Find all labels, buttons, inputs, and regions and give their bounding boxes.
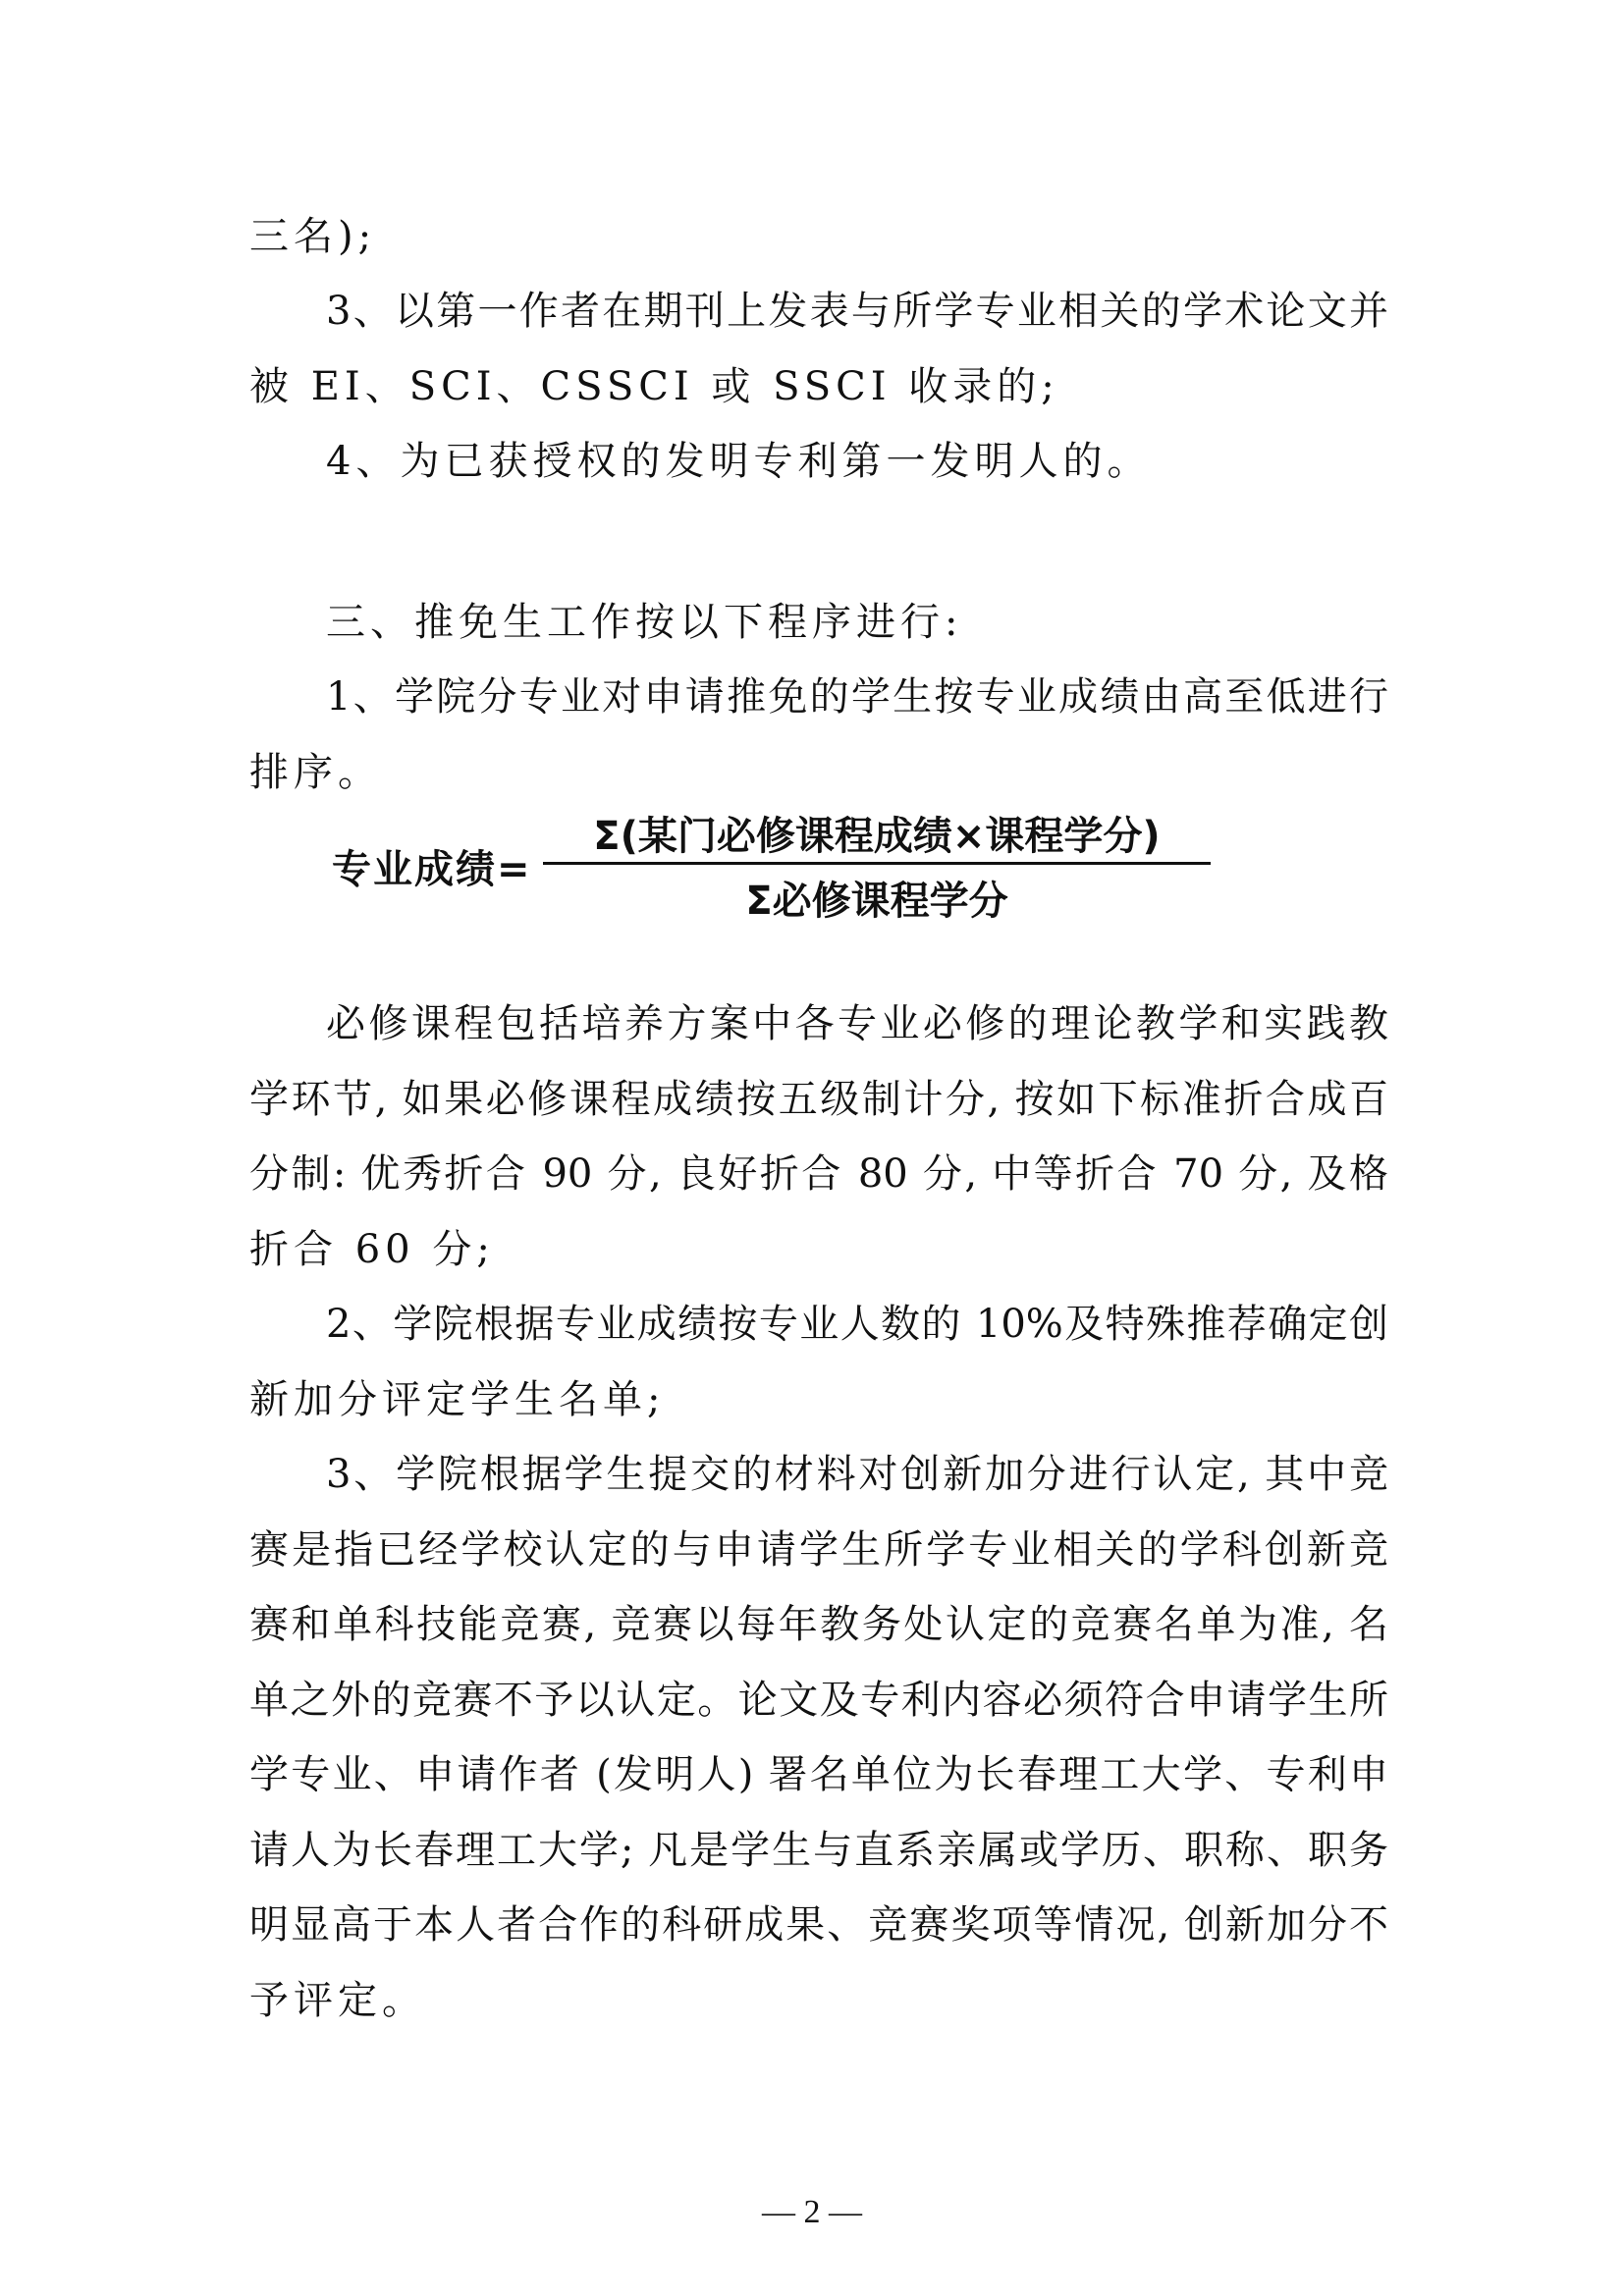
text-line: 赛是指已经学校认定的与申请学生所学专业相关的学科创新竞 <box>249 1527 1388 1573</box>
text-line: 必修课程包括培养方案中各专业必修的理论教学和实践教 <box>326 1001 1388 1046</box>
section-heading: 三、推免生工作按以下程序进行: <box>326 600 963 645</box>
text-line: 明显高于本人者合作的科研成果、竞赛奖项等情况, 创新加分不 <box>249 1902 1388 1948</box>
text-line: 三名); <box>249 214 377 259</box>
text-line: 3、以第一作者在期刊上发表与所学专业相关的学术论文并 <box>326 289 1388 334</box>
text-line: 2、学院根据专业成绩按专业人数的 10%及特殊推荐确定创 <box>326 1302 1388 1347</box>
fraction-bar <box>543 862 1211 865</box>
text-line: 4、为已获授权的发明专利第一发明人的。 <box>326 439 1152 484</box>
formula-denominator: Σ必修课程学分 <box>745 879 1008 924</box>
text-line: 1、学院分专业对申请推免的学生按专业成绩由高至低进行 <box>326 674 1388 720</box>
text-line: 学专业、申请作者 (发明人) 署名单位为长春理工大学、专利申 <box>249 1752 1388 1797</box>
text-line: 折合 60 分; <box>249 1227 495 1272</box>
formula-numerator: Σ(某门必修课程成绩×课程学分) <box>593 814 1161 859</box>
page-number: — 2 — <box>762 2194 862 2230</box>
text-line: 学环节, 如果必修课程成绩按五级制计分, 按如下标准折合成百 <box>249 1077 1388 1122</box>
text-line: 单之外的竞赛不予以认定。论文及专利内容必须符合申请学生所 <box>249 1678 1388 1723</box>
text-line: 赛和单科技能竞赛, 竞赛以每年教务处认定的竞赛名单为准, 名 <box>249 1602 1388 1647</box>
text-line: 3、学院根据学生提交的材料对创新加分进行认定, 其中竞 <box>326 1452 1388 1497</box>
text-line: 排序。 <box>249 750 382 795</box>
text-line: 新加分评定学生名单; <box>249 1377 666 1422</box>
text-line: 被 EI、SCI、CSSCI 或 SSCI 收录的; <box>249 364 1059 409</box>
score-formula <box>332 805 1216 923</box>
text-line: 分制: 优秀折合 90 分, 良好折合 80 分, 中等折合 70 分, 及格 <box>249 1151 1388 1197</box>
text-line: 予评定。 <box>249 1978 426 2023</box>
text-line: 请人为长春理工大学; 凡是学生与直系亲属或学历、职称、职务 <box>249 1828 1388 1873</box>
formula-lhs: 专业成绩= <box>332 847 532 892</box>
